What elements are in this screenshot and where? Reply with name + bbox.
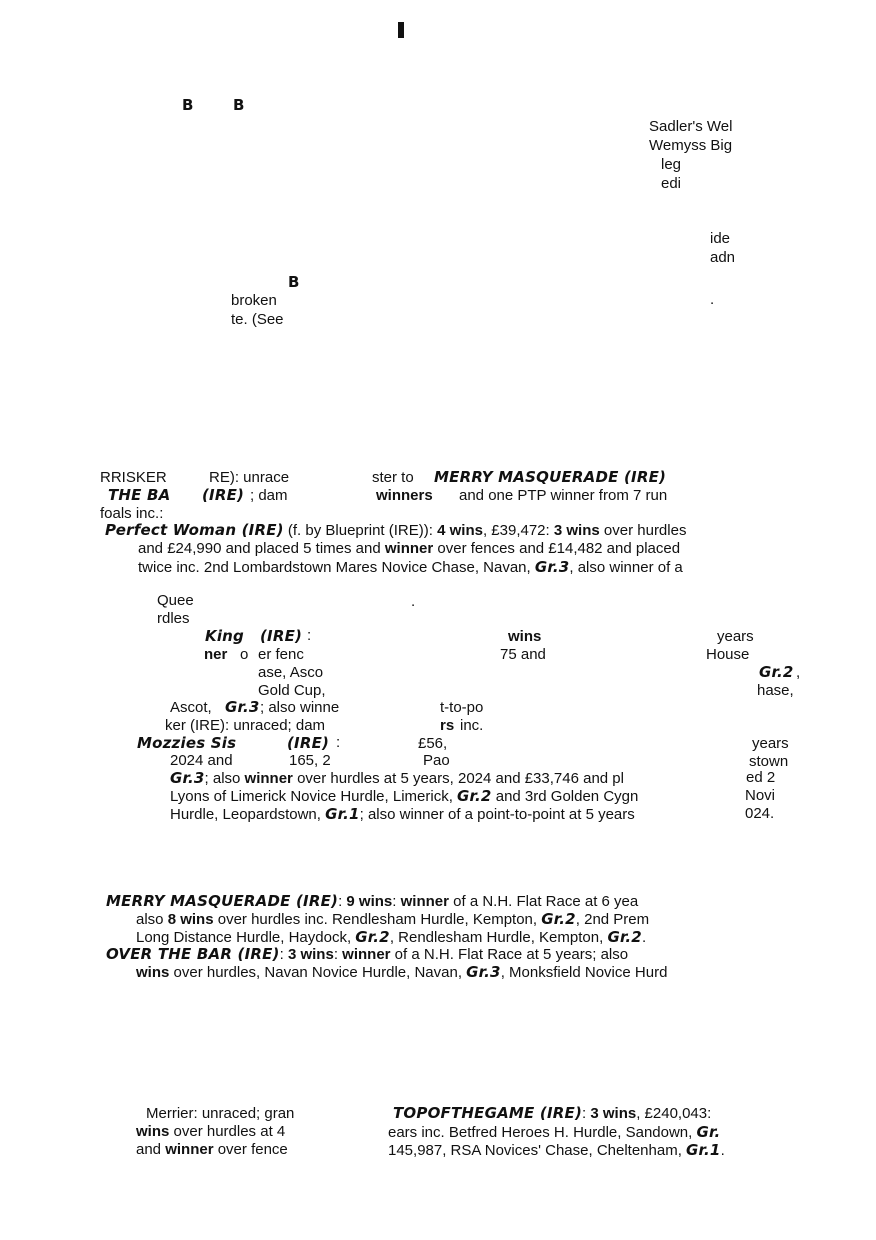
fragment-text: rdles <box>157 610 190 627</box>
fragment-text: adn <box>710 249 736 266</box>
fragment-b: B <box>233 96 245 114</box>
fragment-text: , <box>796 664 801 681</box>
topofthegame-line-2: ears inc. Betfred Heroes H. Hurdle, Sandown, Gr. <box>388 1123 721 1141</box>
fragment-b: B <box>288 273 300 291</box>
fragment-text: Quee <box>157 592 194 609</box>
fragment-text: : <box>336 734 341 751</box>
lot-number-mark <box>398 22 404 38</box>
fragment-text: ker (IRE): unraced; dam <box>165 717 326 734</box>
dam-line: ; dam <box>250 487 288 504</box>
fragment-text: rs <box>440 717 455 734</box>
dam-line: RE): unrace <box>209 469 290 486</box>
fragment-text: er fenc <box>258 646 304 663</box>
over-the-bar-line-1: OVER THE BAR (IRE): 3 wins: winner of a N.H. Flat Race at 5 years; also <box>106 945 629 963</box>
bottom-left-line: wins over hurdles at 4 <box>136 1123 286 1140</box>
fragment-text: 165, 2 <box>289 752 331 769</box>
horse-name: MERRY MASQUERADE (IRE) <box>106 892 339 910</box>
fragment-b: B <box>182 96 194 114</box>
dam-line: ster to <box>372 469 414 486</box>
bottom-left-line: and winner over fence <box>136 1141 288 1158</box>
fragment-text: Pao <box>423 752 450 769</box>
topofthegame-line-1: TOPOFTHEGAME (IRE): 3 wins, £240,043: <box>393 1104 712 1122</box>
dam-line: foals inc.: <box>100 505 164 522</box>
pedigree-line: Sadler's Wel <box>649 118 733 135</box>
pedigree-line: Wemyss Big <box>649 137 733 154</box>
fragment-text: te. (See <box>231 311 284 328</box>
mozzies-line-4: Lyons of Limerick Novice Hurdle, Limerick, Gr.2 and 3rd Golden Cygn <box>170 787 639 805</box>
fragment-text: Novi <box>745 787 776 804</box>
horse-name: OVER THE BAR (IRE) <box>106 945 280 963</box>
fragment-text: years <box>752 735 789 752</box>
merry-masquerade-line-3: Long Distance Hurdle, Haydock, Gr.2, Rendlesham Hurdle, Kempton, Gr.2. <box>136 928 647 946</box>
fragment-text: ; also winne <box>260 699 340 716</box>
fragment-text: : <box>307 627 312 644</box>
fragment-text: ide <box>710 230 731 247</box>
fragment-text: ed 2 <box>746 769 776 786</box>
horse-name: MERRY MASQUERADE (IRE) <box>434 468 667 486</box>
fragment-text: hase, <box>757 682 794 699</box>
fragment-text: 2024 and <box>170 752 233 769</box>
fragment-text: wins <box>508 628 542 645</box>
fragment-text: inc. <box>460 717 484 734</box>
topofthegame-line-3: 145,987, RSA Novices' Chase, Cheltenham, Gr.1. <box>388 1141 725 1159</box>
fragment-text: . <box>710 291 715 308</box>
fragment-text: House <box>706 646 750 663</box>
dam-line: winners <box>376 487 433 504</box>
mozzies-line-5: Hurdle, Leopardstown, Gr.1; also winner of a point-to-point at 5 years <box>170 805 635 823</box>
pedigree-line: edi <box>661 175 682 192</box>
perfect-woman-line-1: Perfect Woman (IRE) (f. by Blueprint (IRE)): 4 wins, £39,472: 3 wins over hurdles <box>105 521 687 539</box>
horse-name: (IRE) <box>287 734 330 752</box>
grade-label: Gr.2 <box>759 663 794 681</box>
fragment-text: stown <box>749 753 789 770</box>
horse-name: King <box>205 627 244 645</box>
fragment-text: t-to-po <box>440 699 484 716</box>
perfect-woman-line-2: and £24,990 and placed 5 times and winner over fences and £14,482 and placed <box>138 540 681 557</box>
horse-name: Perfect Woman (IRE) <box>105 521 284 539</box>
fragment-text: ner <box>204 646 228 663</box>
bottom-left-line: Merrier: unraced; gran <box>146 1105 295 1122</box>
fragment-text: Gold Cup, <box>258 682 326 699</box>
horse-name: THE BA <box>108 486 171 504</box>
horse-name: (IRE) <box>202 486 245 504</box>
fragment-text: 75 and <box>500 646 546 663</box>
horse-name: TOPOFTHEGAME (IRE) <box>393 1104 583 1122</box>
fragment-text: £56, <box>418 735 448 752</box>
perfect-woman-line-3: twice inc. 2nd Lombardstown Mares Novice Chase, Navan, Gr.3, also winner of a <box>138 558 683 576</box>
fragment-text: broken <box>231 292 277 309</box>
dam-line: and one PTP winner from 7 run <box>459 487 668 504</box>
fragment-text: 024. <box>745 805 775 822</box>
over-the-bar-line-2: wins over hurdles, Navan Novice Hurdle, Navan, Gr.3, Monksfield Novice Hurd <box>136 963 668 981</box>
fragment-text: ase, Asco <box>258 664 324 681</box>
mozzies-line-3: Gr.3; also winner over hurdles at 5 years, 2024 and £33,746 and pl <box>170 769 624 787</box>
merry-masquerade-line-1: MERRY MASQUERADE (IRE): 9 wins: winner of a N.H. Flat Race at 6 yea <box>106 892 639 910</box>
horse-name: Mozzies Sis <box>137 734 237 752</box>
fragment-text: years <box>717 628 754 645</box>
fragment-text: . <box>411 593 416 610</box>
pedigree-line: leg <box>661 156 682 173</box>
merry-masquerade-line-2: also 8 wins over hurdles inc. Rendlesham Hurdle, Kempton, Gr.2, 2nd Prem <box>136 910 650 928</box>
dam-line: RRISKER <box>100 469 167 486</box>
grade-label: Gr.3 <box>225 698 260 716</box>
horse-name: (IRE) <box>260 627 303 645</box>
fragment-text: o <box>240 646 249 663</box>
fragment-text: Ascot, <box>170 699 212 716</box>
